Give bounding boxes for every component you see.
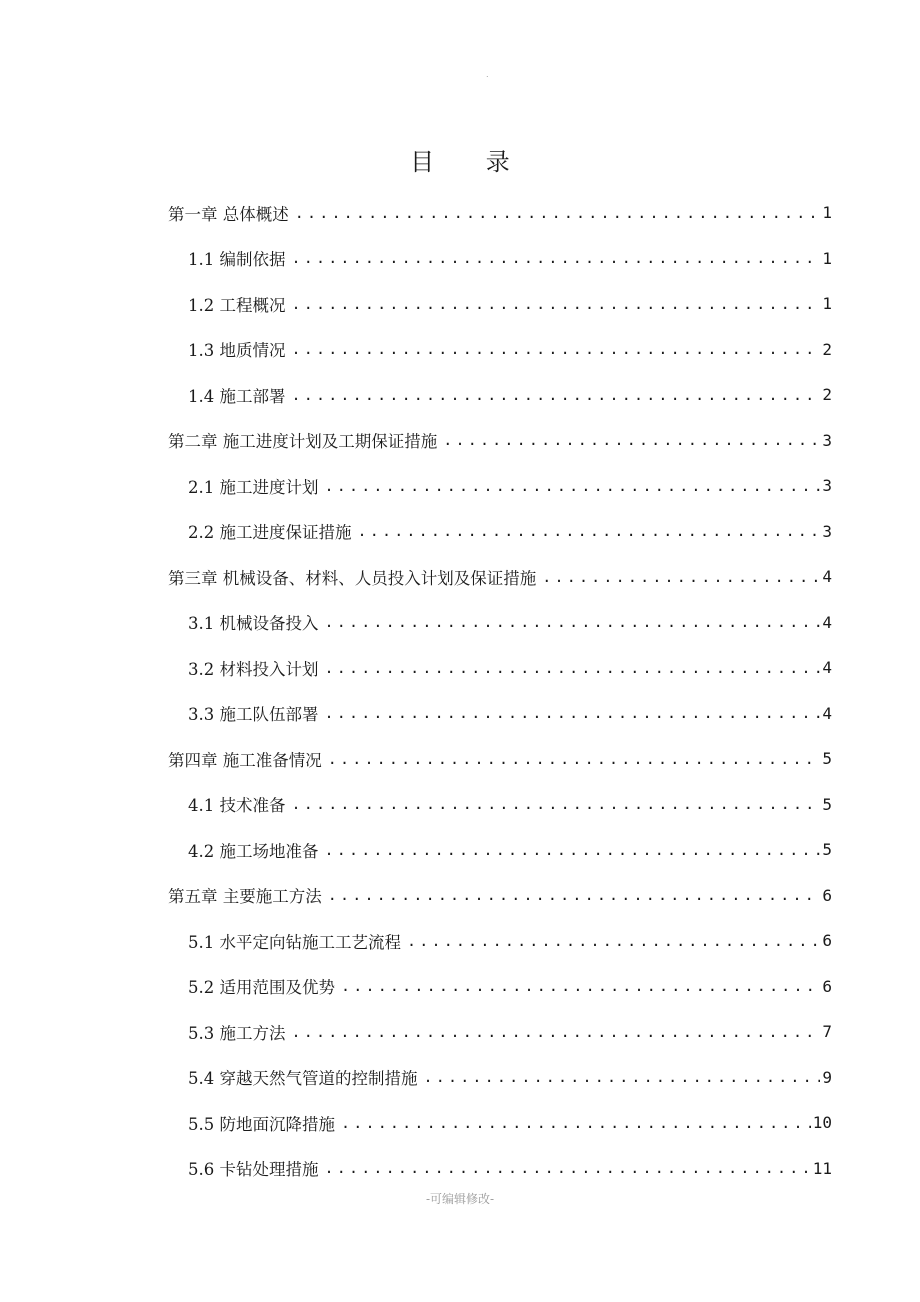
toc-leader-dots xyxy=(286,340,821,358)
toc-leader-dots xyxy=(418,1068,821,1086)
toc-leader-dots xyxy=(319,704,821,722)
toc-entry-page: 1 xyxy=(822,294,832,314)
toc-section-entry[interactable] xyxy=(168,827,832,873)
toc-leader-dots xyxy=(536,568,820,586)
toc-entry-page: 3 xyxy=(822,521,832,541)
toc-entry-page: 10 xyxy=(812,1113,832,1133)
toc-entry-label: 5.2 适用范围及优势 xyxy=(188,978,335,998)
toc-section-entry[interactable] xyxy=(168,463,832,509)
toc-entry-page: 2 xyxy=(822,339,832,359)
toc-leader-dots xyxy=(319,613,821,631)
toc-entry-page: 1 xyxy=(822,248,832,268)
toc-entry-label: 第五章 主要施工方法 xyxy=(168,887,322,907)
toc-leader-dots xyxy=(286,295,821,313)
toc-leader-dots xyxy=(319,1159,811,1177)
toc-entry-label: 1.4 施工部署 xyxy=(188,386,286,406)
toc-leader-dots xyxy=(319,659,821,677)
toc-entry-page: 5 xyxy=(822,840,832,860)
toc-leader-dots xyxy=(286,795,821,813)
toc-section-entry[interactable] xyxy=(168,1055,832,1101)
toc-entry-label: 2.2 施工进度保证措施 xyxy=(188,523,352,543)
toc-section-entry[interactable] xyxy=(168,1009,832,1055)
toc-leader-dots xyxy=(286,249,821,267)
toc-leader-dots xyxy=(289,204,821,222)
toc-section-entry[interactable] xyxy=(168,1146,832,1192)
toc-chapter-entry[interactable] xyxy=(168,418,832,464)
toc-leader-dots xyxy=(352,522,821,540)
toc-entry-page: 3 xyxy=(822,430,832,450)
toc-entry-page: 5 xyxy=(822,749,832,769)
toc-entry-label: 第二章 施工进度计划及工期保证措施 xyxy=(168,432,438,452)
toc-entry-label: 5.5 防地面沉降措施 xyxy=(188,1114,335,1134)
toc-section-entry[interactable] xyxy=(168,918,832,964)
toc-chapter-entry[interactable] xyxy=(168,873,832,919)
toc-leader-dots xyxy=(401,932,820,950)
toc-leader-dots xyxy=(319,477,821,495)
toc-section-entry[interactable] xyxy=(168,1100,832,1146)
toc-entry-label: 4.2 施工场地准备 xyxy=(188,841,319,861)
toc-entry-label: 1.3 地质情况 xyxy=(188,341,286,361)
toc-entry-page: 6 xyxy=(822,976,832,996)
toc-leader-dots xyxy=(335,1114,811,1132)
toc-entry-label: 3.3 施工队伍部署 xyxy=(188,705,319,725)
toc-section-entry[interactable] xyxy=(168,782,832,828)
toc-list xyxy=(168,190,832,1191)
toc-entry-label: 第一章 总体概述 xyxy=(168,204,289,224)
toc-entry-page: 4 xyxy=(822,612,832,632)
toc-leader-dots xyxy=(437,431,820,449)
toc-entry-page: 5 xyxy=(822,794,832,814)
toc-entry-label: 5.3 施工方法 xyxy=(188,1023,286,1043)
toc-entry-page: 3 xyxy=(822,476,832,496)
toc-title: 目 录 xyxy=(410,148,532,176)
toc-chapter-entry[interactable] xyxy=(168,554,832,600)
toc-section-entry[interactable] xyxy=(168,236,832,282)
toc-entry-page: 1 xyxy=(822,203,832,223)
toc-entry-page: 6 xyxy=(822,885,832,905)
toc-entry-label: 3.2 材料投入计划 xyxy=(188,659,319,679)
toc-entry-label: 5.6 卡钻处理措施 xyxy=(188,1160,319,1180)
toc-section-entry[interactable] xyxy=(168,645,832,691)
toc-entry-page: 6 xyxy=(822,931,832,951)
toc-entry-label: 1.1 编制依据 xyxy=(188,250,286,270)
toc-chapter-entry[interactable] xyxy=(168,190,832,236)
toc-leader-dots xyxy=(286,386,821,404)
toc-leader-dots xyxy=(286,1023,821,1041)
toc-leader-dots xyxy=(319,841,821,859)
toc-entry-page: 7 xyxy=(822,1022,832,1042)
toc-entry-page: 4 xyxy=(822,658,832,678)
toc-entry-label: 5.4 穿越天然气管道的控制措施 xyxy=(188,1069,418,1089)
toc-leader-dots xyxy=(322,750,821,768)
toc-entry-page: 11 xyxy=(812,1158,832,1178)
toc-entry-label: 第四章 施工准备情况 xyxy=(168,750,322,770)
footer-note: -可编辑修改- xyxy=(425,1192,495,1206)
toc-section-entry[interactable] xyxy=(168,691,832,737)
toc-entry-page: 9 xyxy=(822,1067,832,1087)
toc-section-entry[interactable] xyxy=(168,509,832,555)
toc-chapter-entry[interactable] xyxy=(168,736,832,782)
toc-entry-label: 第三章 机械设备、材料、人员投入计划及保证措施 xyxy=(168,568,537,588)
toc-section-entry[interactable] xyxy=(168,281,832,327)
toc-leader-dots xyxy=(335,977,820,995)
header-mark: . xyxy=(486,70,489,79)
toc-entry-label: 5.1 水平定向钻施工工艺流程 xyxy=(188,932,401,952)
toc-entry-page: 4 xyxy=(822,567,832,587)
toc-section-entry[interactable] xyxy=(168,372,832,418)
toc-entry-label: 1.2 工程概况 xyxy=(188,295,286,315)
toc-entry-page: 4 xyxy=(822,703,832,723)
toc-section-entry[interactable] xyxy=(168,964,832,1010)
toc-section-entry[interactable] xyxy=(168,600,832,646)
toc-entry-label: 2.1 施工进度计划 xyxy=(188,477,319,497)
toc-leader-dots xyxy=(322,886,821,904)
toc-entry-label: 4.1 技术准备 xyxy=(188,796,286,816)
toc-entry-page: 2 xyxy=(822,385,832,405)
toc-section-entry[interactable] xyxy=(168,327,832,373)
toc-entry-label: 3.1 机械设备投入 xyxy=(188,614,319,634)
